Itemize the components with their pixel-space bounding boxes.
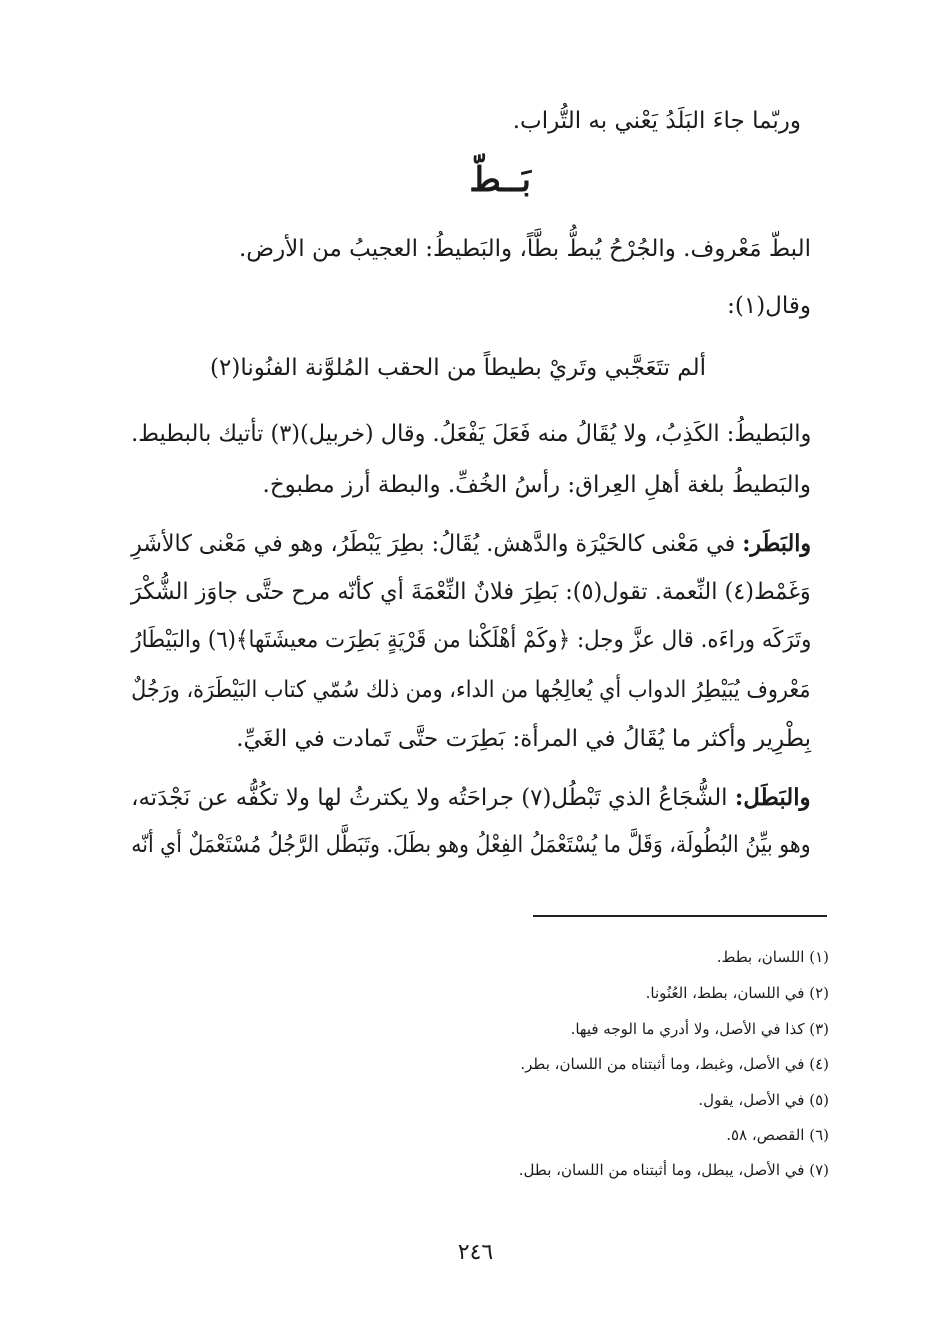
- verse-right-hemistich: ألم تتَعَجَّبي وتَريْ بطيطاً: [483, 355, 706, 381]
- verse-left-hemistich: من الحقب المُلوَّنة الفنُونا(٢): [210, 355, 477, 381]
- footnote-5: (٥) في الأصل، يقول.: [698, 1091, 829, 1109]
- footnote-3: (٣) كذا في الأصل، ولا أدري ما الوجه فيها.: [570, 1020, 829, 1038]
- entry-batar-line-2: وَغَمْط(٤) النِّعمة. تقول(٥): بَطِرَ فلانٌ النِّعْمَةَ أي كأنّه مرح حتَّى جاوَز الشُّكْرَ: [131, 579, 811, 605]
- previous-entry-tail: وربّما جاءَ البَلَدُ يَعْني به التُّراب.: [512, 108, 801, 134]
- entry-term-batal: والبَطَل:: [735, 784, 811, 811]
- footnote-4: (٤) في الأصل، وغبط، وما أثبتناه من اللسان، بطر.: [520, 1055, 829, 1073]
- entry-batal-line-1-text: الشُّجَاعُ الذي تَبْطُل(٧) جراحَتُه ولا يكترثُ لها ولا تكُفُّه عن نَجْدَته،: [131, 785, 728, 811]
- entry-bat-line-4: والبَطيطُ بلغة أهلِ العِراق: رأسُ الخُفِّ. والبطة أرز مطبوخ.: [262, 472, 811, 498]
- entry-batar-line-4: مَعْروف يُبَيْطِرُ الدواب أي يُعالِجُها من الداء، ومن ذلك سُمّي كتاب البَيْطَرَة، ورَجُلٌ: [131, 677, 811, 703]
- footnote-6: (٦) القصص، ٥٨.: [726, 1126, 829, 1144]
- footnote-separator: [533, 915, 827, 917]
- entry-bat-line-2: وقال(١):: [727, 293, 811, 319]
- entry-batar-line-5: بِطْرِير وأكثر ما يُقَالُ في المرأة: بَطِرَت حتَّى تَمادت في الغَيِّ.: [236, 726, 811, 752]
- entry-bat-line-3: والبَطيطُ: الكَذِبُ، ولا يُقَالُ منه فَعَلَ يَفْعَلُ. وقال (خربيل)(٣) تأتيك بالبطيط.: [130, 421, 812, 447]
- footnote-2: (٢) في اللسان، بطط، العُنُونا.: [645, 984, 829, 1002]
- footnote-1: (١) اللسان، بطط.: [716, 948, 829, 966]
- entry-batar-line-1: [131, 530, 811, 557]
- entry-batar-line-3: وتَرَكَه وراءَه. قال عزَّ وجل: ﴿وكَمْ أهْلَكْنا من قَرْيَةٍ بَطِرَت معيشَتَها﴾(٦) والبَيْطَارُ: [130, 627, 811, 653]
- entry-batal-line-1: [132, 784, 811, 811]
- entry-bat-line-1: البطّ مَعْروف. والجُرْحُ يُبطُّ بطَّاً، والبَطيطُ: العجيبُ من الأرض.: [238, 236, 811, 262]
- entry-term-batar: والبَطَر:: [742, 530, 811, 557]
- footnote-7: (٧) في الأصل، يبطل، وما أثبتناه من اللسان، بطل.: [518, 1161, 829, 1179]
- page-number: ٢٤٦: [457, 1240, 494, 1265]
- entry-batar-line-1-text: في مَعْنى كالحَيْرَة والدَّهش. يُقَالُ: بطِرَ يَبْطَرُ، وهو في مَعْنى كالأشَرِ: [131, 531, 736, 557]
- entry-batal-line-2: وهو بيِّنُ البُطُولَة، وَقَلَّ ما يُسْتَعْمَلُ الفِعْلُ وهو بطَلَ. وتَبَطَّل الرَّجُلُ مُسْتَعْمَلٌ أي أنّه: [131, 832, 811, 858]
- entry-heading: بَــطّ: [469, 160, 531, 200]
